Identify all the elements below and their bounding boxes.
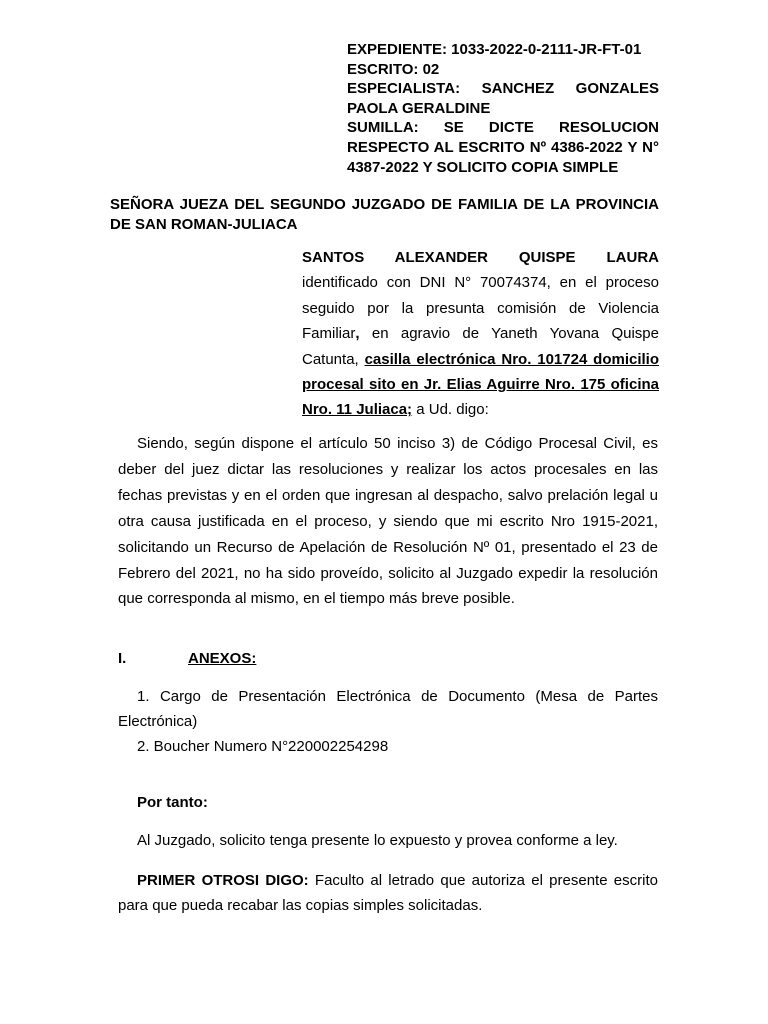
intro-text-1: identificado con DNI N° 70074374, en el proceso seguido por la presunta comisión de Violencia Familiar (302, 274, 659, 343)
otrosi-paragraph (118, 868, 658, 918)
otrosi-label: PRIMER OTROSI DIGO: (137, 872, 309, 889)
closing-request: Al Juzgado, solicito tenga presente lo expuesto y provea conforme a ley. (137, 832, 618, 849)
addressee: SEÑORA JUEZA DEL SEGUNDO JUZGADO DE FAMILIA DE LA PROVINCIA DE SAN ROMAN-JULIACA (110, 196, 659, 233)
annexes-title: ANEXOS: (188, 650, 257, 667)
list-item: 2. Boucher Numero N°220002254298 (137, 738, 389, 755)
especialista-line: ESPECIALISTA: SANCHEZ GONZALES PAOLA GERALDINE (347, 80, 659, 117)
procedural-address: casilla electrónica Nro. 101724 domicilio procesal sito en Jr. Elias Aguirre Nro. 175 oficina Nro. 11 Juliaca; (302, 350, 660, 419)
intro-paragraph (302, 245, 659, 423)
expediente-line: EXPEDIENTE: 1033-2022-0-2111-JR-FT-01 (347, 41, 642, 58)
case-header (347, 40, 659, 177)
intro-text-3: a Ud. digo: (412, 401, 489, 419)
intro-text-2: en agravio de Yaneth Yovana Quispe Catunta, (302, 325, 659, 368)
annexes-heading (118, 650, 256, 667)
intro-comma: , (355, 325, 360, 343)
list-item: 1. Cargo de Presentación Electrónica de Documento (Mesa de Partes Electrónica) (118, 688, 658, 730)
por-tanto: Por tanto: (137, 794, 208, 811)
annexes-list (118, 684, 658, 759)
annexes-number: I. (118, 650, 127, 667)
otrosi-text: Faculto al letrado que autoriza el presente escrito para que pueda recabar las copias simples solicitadas. (118, 872, 658, 914)
sumilla-line: SUMILLA: SE DICTE RESOLUCION RESPECTO AL ESCRITO Nº 4386-2022 Y N° 4387-2022 Y SOLICITO COPIA SIMPLE (347, 119, 659, 176)
body-paragraph: Siendo, según dispone el artículo 50 inciso 3) de Código Procesal Civil, es deber del juez dictar las resoluciones y realizar los actos procesales en las fechas previstas y en el orden que ingresan al despacho, salvo prelación legal u otra causa justificada en el proceso, y siendo que mi escrito Nro 1915-2021, solicitando un Recurso de Apelación de Resolución Nº 01, presentado el 23 de Febrero del 2021, no ha sido proveído, solicito al Juzgado expedir la resolución que corresponda al mismo, en el tiempo más breve posible. (118, 435, 658, 608)
escrito-line: ESCRITO: 02 (347, 60, 440, 78)
petitioner-name: SANTOS ALEXANDER QUISPE LAURA (302, 249, 659, 266)
